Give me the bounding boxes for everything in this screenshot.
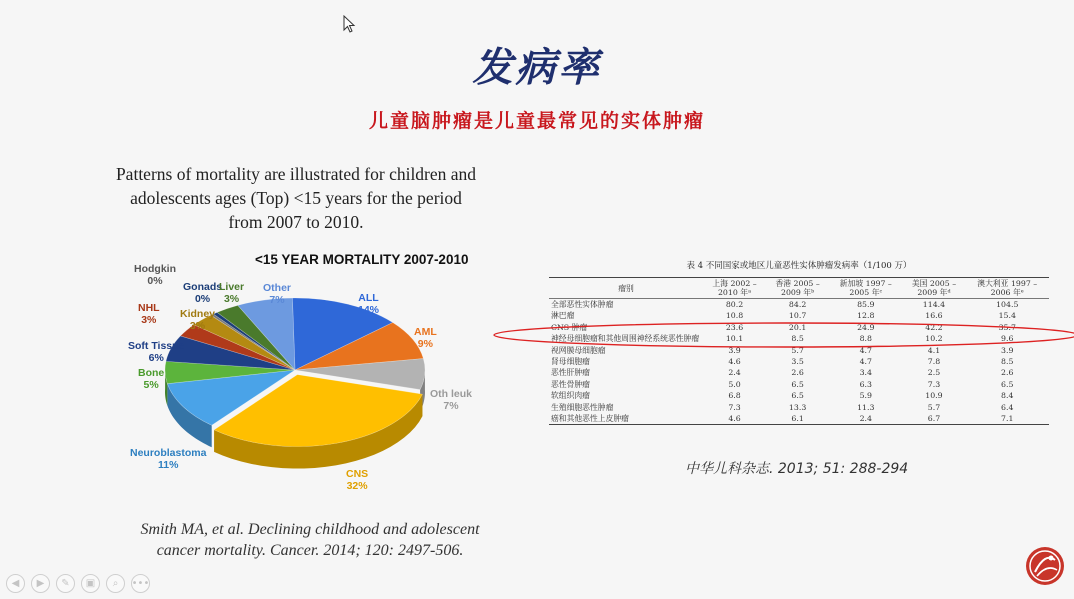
incidence-cell: 6.5 [1001, 379, 1014, 389]
table-row [549, 299, 1049, 311]
incidence-cell: 10.1 [725, 334, 744, 344]
chart-title: <15 YEAR MORTALITY 2007-2010 [255, 252, 469, 267]
incidence-cell: 5.0 [728, 379, 741, 389]
pie-label-kidney [180, 308, 215, 332]
table-header-cell [766, 278, 829, 299]
incidence-cell: 10.7 [788, 311, 807, 321]
table-row [549, 402, 1049, 413]
tumor-type-cell: 淋巴瘤 [551, 311, 575, 321]
incidence-cell: 6.7 [902, 413, 965, 425]
pie-label-nhl [138, 302, 160, 326]
incidence-cell: 42.2 [925, 322, 943, 332]
pie-label-name: NHL [138, 302, 160, 314]
incidence-cell: 10.8 [725, 311, 744, 321]
pen-icon[interactable]: ✎ [56, 574, 75, 593]
header-line: 2006 年ᵉ [990, 288, 1024, 297]
incidence-cell: 114.4 [922, 300, 946, 309]
pie-label-name: Oth leuk [430, 388, 473, 400]
incidence-cell: 10.2 [925, 334, 943, 344]
citation-line: cancer mortality. Cancer. 2014; 120: 2497-506. [156, 542, 464, 559]
table-row [549, 390, 1049, 401]
pie-label-percent: 11% [158, 459, 179, 471]
incidence-cell: 4.6 [703, 413, 766, 425]
incidence-cell: 2.4 [829, 413, 902, 425]
incidence-cell: 15.4 [998, 311, 1016, 321]
header-line: 2005 年ᶜ [849, 288, 883, 297]
incidence-cell: 3.5 [791, 357, 804, 367]
incidence-cell: 104.5 [996, 300, 1019, 309]
next-icon[interactable]: ▶ [31, 574, 50, 593]
incidence-cell: 5.7 [927, 402, 941, 412]
more-icon[interactable]: ••• [131, 574, 150, 593]
header-line: 香港 2005 – [775, 279, 820, 288]
tumor-type-cell: 神经母细胞瘤和其他周围神经系统恶性肿瘤 [551, 334, 700, 344]
header-line: 2010 年ᵃ [717, 288, 752, 297]
incidence-cell: 4.1 [927, 345, 941, 355]
incidence-cell: 9.6 [1001, 334, 1014, 344]
mortality-description [96, 162, 496, 234]
header-line: 上海 2002 – [712, 279, 757, 288]
tumor-type-cell: 全部恶性实体肿瘤 [551, 300, 614, 309]
table-body [549, 299, 1049, 425]
incidence-cell: 8.5 [791, 334, 804, 344]
table-caption: 表 4 不同国家或地区儿童恶性实体肿瘤发病率（1/100 万） [686, 261, 912, 271]
header-line: 新加坡 1997 – [839, 279, 892, 288]
pie-label-name: Bone [138, 367, 165, 379]
table-row [549, 356, 1049, 367]
header-line: 2009 年ᵈ [917, 288, 951, 297]
incidence-cell: 5.7 [791, 345, 804, 355]
pie-label-name: Other [263, 282, 292, 294]
pie-label-percent: 3% [189, 320, 206, 332]
pie-label-name: ALL [358, 292, 379, 304]
incidence-cell: 13.3 [788, 402, 807, 412]
incidence-cell: 6.5 [791, 391, 804, 401]
mouse-pointer-icon [343, 15, 357, 33]
incidence-cell: 8.4 [1001, 391, 1014, 401]
pie-label-name: Neuroblastoma [130, 447, 207, 459]
slide-title: 发病率 [472, 44, 602, 91]
pie-label-percent: 6% [148, 352, 164, 364]
incidence-cell: 6.4 [1001, 402, 1014, 412]
tumor-type-cell: 癌和其他恶性上皮肿瘤 [549, 413, 703, 425]
incidence-cell: 3.9 [728, 345, 741, 355]
pie-label-percent: 7% [269, 294, 285, 306]
incidence-cell: 23.6 [725, 322, 744, 332]
header-line: 瘤别 [618, 283, 634, 293]
slides-icon[interactable]: ▣ [81, 574, 100, 593]
incidence-cell: 16.6 [925, 311, 943, 321]
table-row [549, 413, 1049, 425]
tumor-type-cell: 恶性骨肿瘤 [551, 379, 590, 389]
pie-label-name: CNS [346, 468, 369, 480]
incidence-cell: 6.3 [859, 379, 872, 389]
incidence-cell: 7.3 [728, 402, 741, 412]
slide-subtitle: 儿童脑肿瘤是儿童最常见的实体肿瘤 [368, 110, 705, 132]
incidence-cell: 2.4 [728, 368, 741, 378]
right-citation: 中华儿科杂志. 2013; 51: 288-294 [685, 461, 909, 477]
incidence-table [549, 277, 1049, 425]
incidence-cell: 11.3 [857, 402, 875, 412]
tumor-type-cell: 软组织肉瘤 [551, 391, 590, 401]
incidence-cell: 7.8 [927, 357, 941, 367]
pie-label-percent: 32% [346, 480, 368, 492]
left-citation [120, 519, 500, 561]
incidence-cell: 2.6 [791, 368, 804, 378]
table-header-cell [829, 278, 902, 299]
citation-line: Smith MA, et al. Declining childhood and adolescent [140, 521, 480, 538]
tumor-type-cell: 肾母细胞瘤 [551, 357, 590, 367]
incidence-cell: 2.5 [927, 368, 941, 378]
hospital-logo-icon [1025, 546, 1065, 586]
table-header-cell [966, 278, 1050, 299]
incidence-cell: 4.6 [728, 357, 741, 367]
incidence-cell: 6.8 [728, 391, 741, 401]
pie-label-name: Kidney [180, 308, 216, 320]
incidence-cell: 10.9 [925, 391, 943, 401]
incidence-cell: 5.9 [859, 391, 872, 401]
tumor-type-cell: 恶性肝肿瘤 [551, 368, 590, 378]
incidence-cell: 2.6 [1001, 368, 1014, 378]
incidence-cell: 8.8 [859, 334, 872, 344]
incidence-cell: 6.1 [766, 413, 829, 425]
description-line: from 2007 to 2010. [228, 212, 364, 232]
incidence-cell: 80.2 [725, 300, 744, 309]
pie-label-percent: 0% [194, 293, 211, 305]
pie-label-name: AML [414, 326, 437, 338]
table-row [549, 367, 1049, 378]
incidence-cell: 7.3 [927, 379, 941, 389]
pie-label-percent: 9% [417, 338, 433, 350]
cns-row-highlight-oval [492, 321, 1074, 349]
pie-label-aml [414, 326, 437, 350]
presentation-toolbar [6, 574, 150, 596]
pie-label-other [263, 282, 291, 306]
incidence-cell: 4.7 [859, 345, 872, 355]
incidence-cell: 35.7 [998, 322, 1016, 332]
incidence-cell: 12.8 [857, 311, 875, 321]
pie-label-percent: 3% [141, 314, 157, 326]
pie-label-percent: 7% [443, 400, 459, 412]
pie-label-hodgkin [134, 263, 176, 287]
tumor-type-cell: 视网膜母细胞瘤 [551, 345, 606, 355]
pie-label-name: Liver [219, 281, 245, 293]
description-line: adolescents ages (Top) <15 years for the period [130, 188, 462, 208]
zoom-icon[interactable]: ⌕ [106, 574, 125, 593]
incidence-cell: 24.9 [857, 322, 875, 332]
incidence-cell: 4.7 [859, 357, 872, 367]
header-line: 美国 2005 – [911, 279, 957, 288]
incidence-cell: 6.5 [791, 379, 804, 389]
pie-label-name: Soft Tissue [128, 340, 185, 352]
table-header-cell [549, 278, 703, 299]
table-row [549, 379, 1049, 390]
pie-label-percent: 0% [147, 275, 163, 287]
table-header-cell [902, 278, 965, 299]
pie-label-name: Hodgkin [134, 263, 176, 275]
tumor-type-cell: CNS 肿瘤 [551, 322, 588, 332]
pie-label-gonads [183, 281, 222, 305]
pie-label-percent: 5% [143, 379, 159, 391]
pie-label-percent: 3% [223, 293, 240, 305]
incidence-cell: 8.5 [1001, 357, 1014, 367]
header-line: 2009 年ᵇ [780, 288, 815, 297]
pie-label-neuroblastoma [130, 447, 206, 471]
incidence-cell: 20.1 [788, 322, 807, 332]
incidence-cell: 7.1 [966, 413, 1050, 425]
pie-label-liver [219, 281, 244, 305]
header-line: 澳大利亚 1997 – [977, 279, 1038, 288]
pie-label-bone [138, 367, 164, 391]
table-header-row [549, 278, 1049, 299]
pie-label-all [358, 292, 379, 316]
table-header-cell [703, 278, 766, 299]
incidence-cell: 84.2 [788, 300, 807, 309]
incidence-cell: 3.4 [859, 368, 872, 378]
description-line: Patterns of mortality are illustrated for children and [115, 164, 477, 184]
pie-label-percent: 14% [358, 304, 380, 316]
incidence-cell: 85.9 [857, 300, 875, 309]
pie-label-oth-leuk [430, 388, 472, 412]
pie-label-name: Gonads [183, 281, 223, 293]
tumor-type-cell: 生殖细胞恶性肿瘤 [551, 402, 614, 412]
pie-label-soft-tissue [128, 340, 184, 364]
incidence-cell: 3.9 [1001, 345, 1014, 355]
previous-icon[interactable]: ◀ [6, 574, 25, 593]
pie-label-cns [346, 468, 368, 492]
